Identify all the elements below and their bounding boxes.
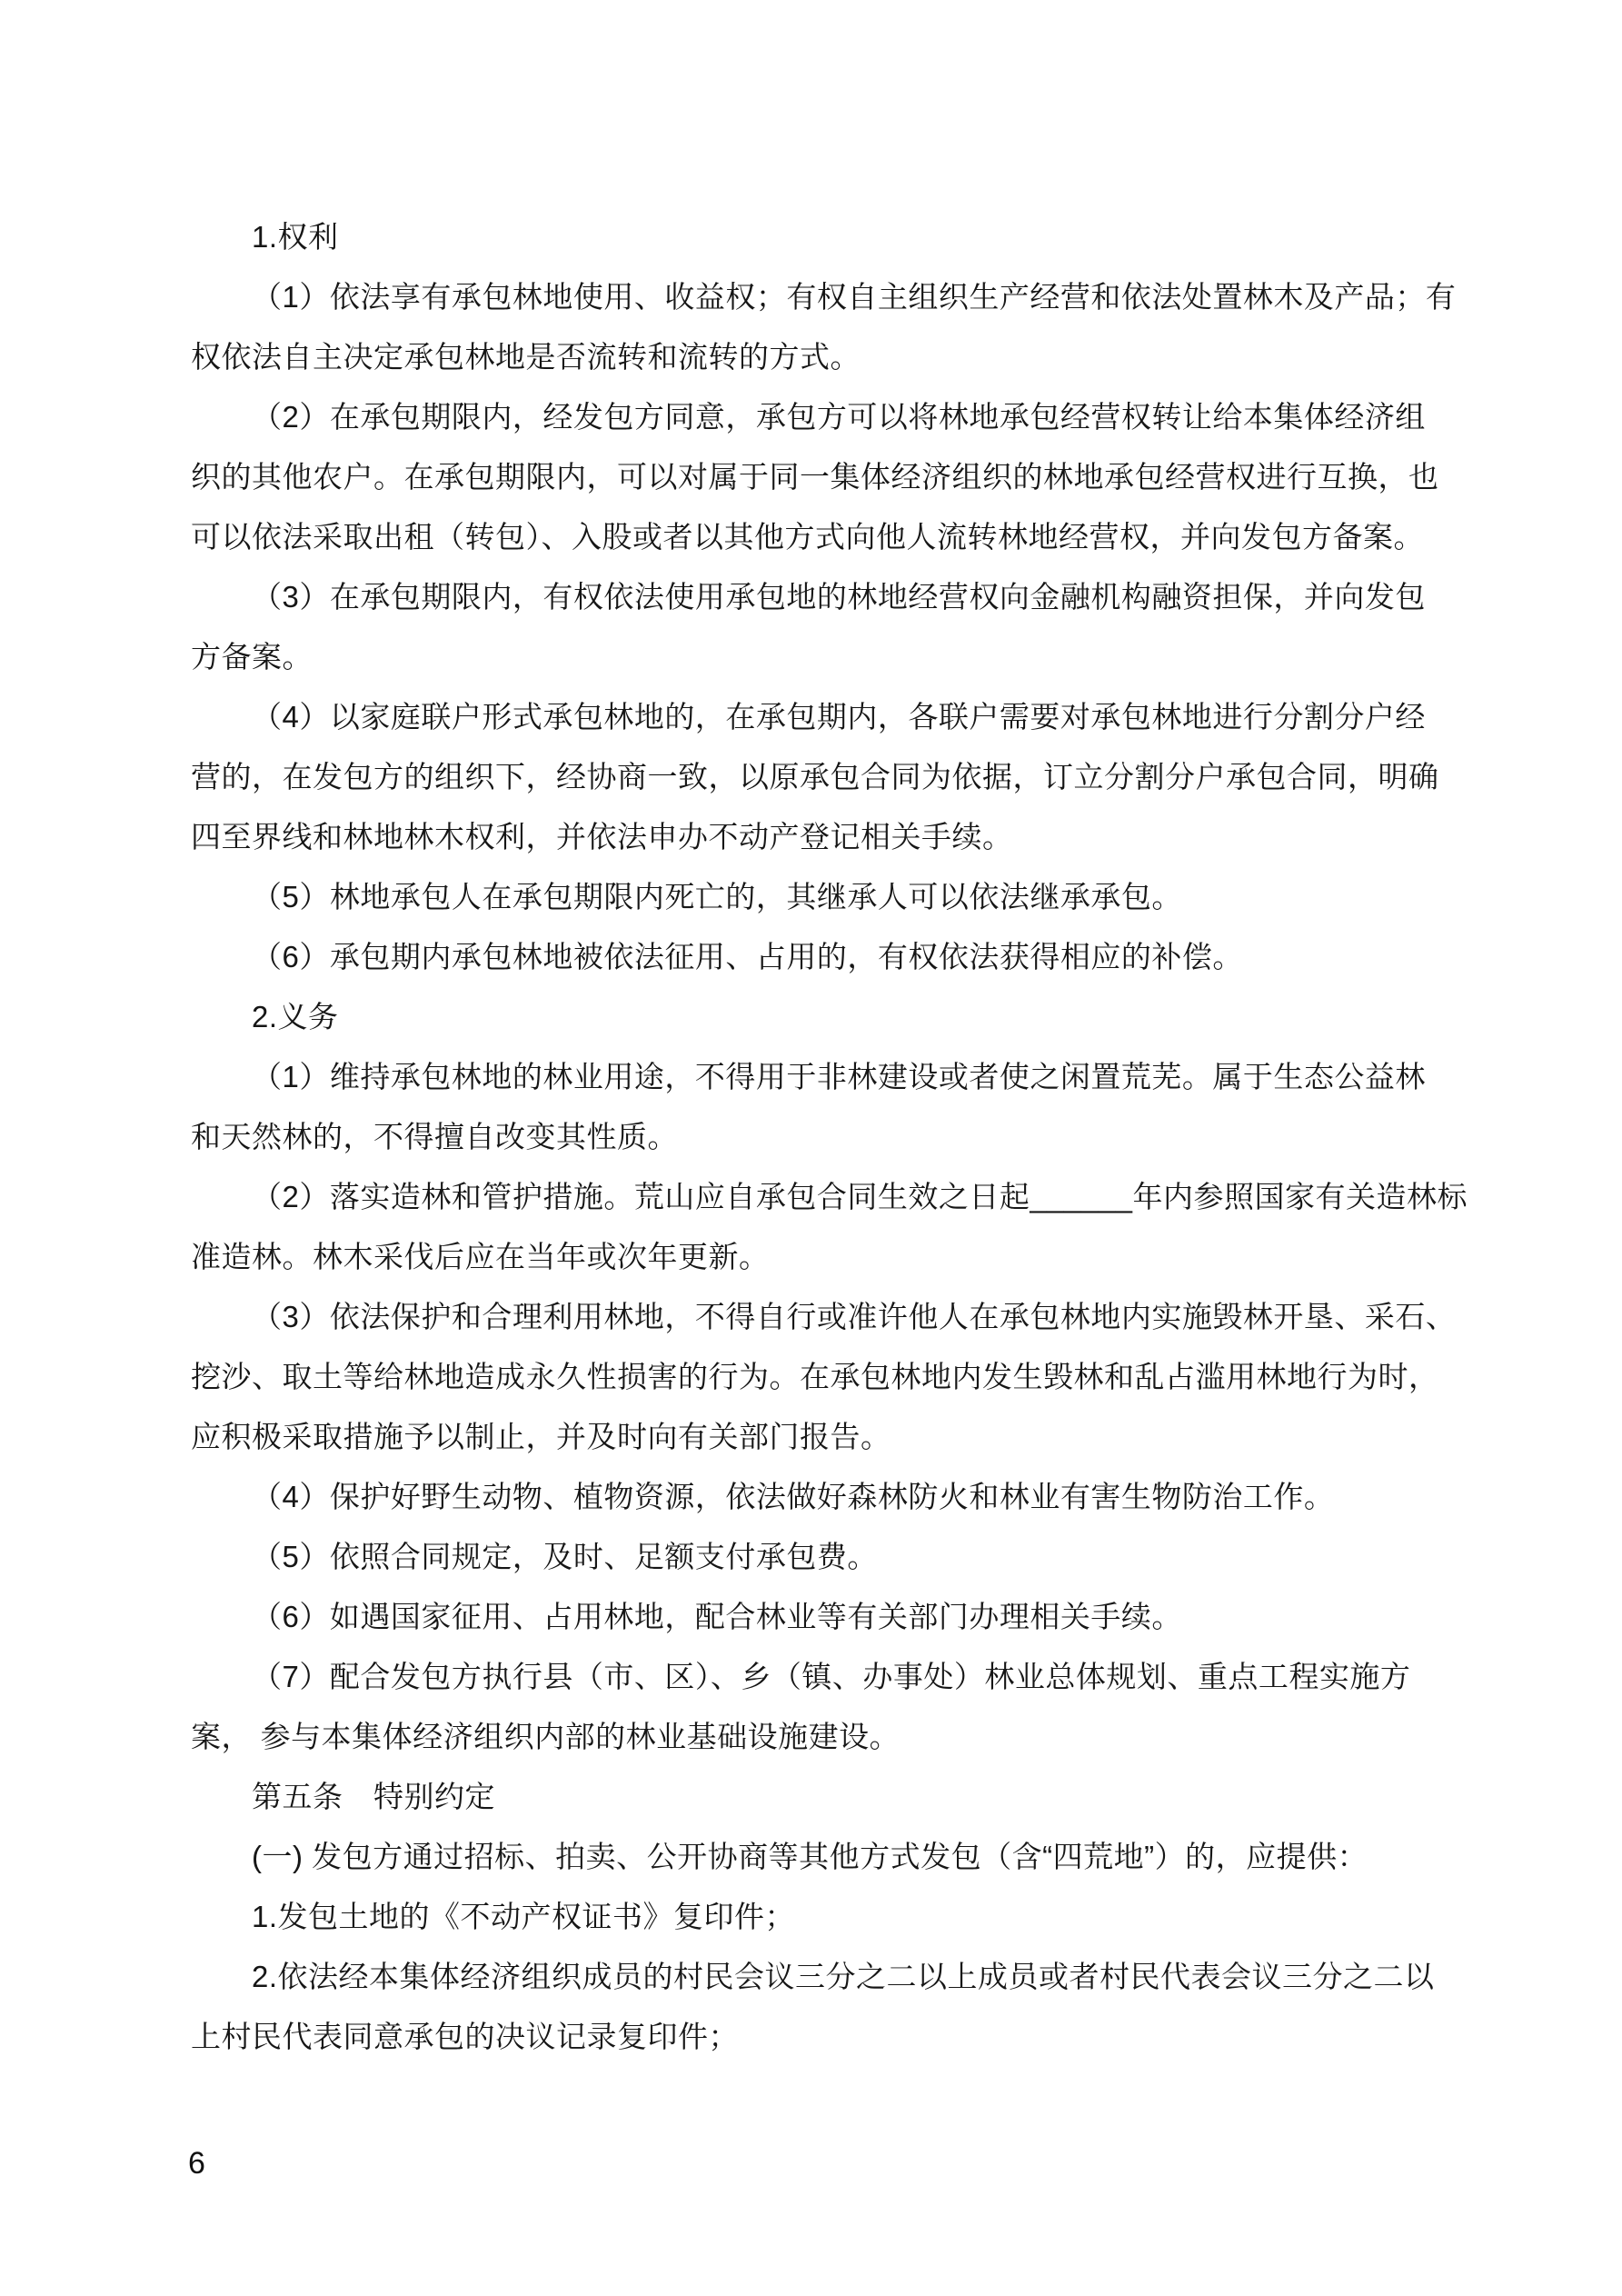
text-line: 案， 参与本集体经济组织内部的林业基础设施建设。: [191, 1720, 901, 1753]
text-line: （6）如遇国家征用、占用林地，配合林业等有关部门办理相关手续。: [252, 1600, 1182, 1633]
text-line: （4）保护好野生动物、植物资源，依法做好森林防火和林业有害生物防治工作。: [252, 1480, 1335, 1513]
text-line: 上村民代表同意承包的决议记录复印件；: [191, 2020, 739, 2053]
text-line: (一) 发包方通过招标、拍卖、公开协商等其他方式发包（含“四荒地”）的，应提供：: [252, 1840, 1368, 1873]
text-line: 权依法自主决定承包林地是否流转和流转的方式。: [191, 340, 861, 374]
text-line: 1.发包土地的《不动产权证书》复印件；: [252, 1900, 796, 1933]
text-line: 织的其他农户。在承包期限内，可以对属于同一集体经济组织的林地承包经营权进行互换，也: [191, 460, 1439, 494]
text-line: （3）在承包期限内，有权依法使用承包地的林地经营权向金融机构融资担保，并向发包: [252, 580, 1426, 614]
text-line: （2）在承包期限内，经发包方同意，承包方可以将林地承包经营权转让给本集体经济组: [252, 400, 1426, 434]
text-line: 准造林。林木采伐后应在当年或次年更新。: [191, 1240, 770, 1273]
text-line: 2.义务: [252, 1000, 339, 1033]
text-line: 方备案。: [191, 640, 313, 674]
text-line: （6）承包期内承包林地被依法征用、占用的，有权依法获得相应的补偿。: [252, 940, 1243, 973]
text-line: （5）林地承包人在承包期限内死亡的，其继承人可以依法继承承包。: [252, 880, 1182, 913]
text-line: （1）维持承包林地的林业用途，不得用于非林建设或者使之闲置荒芜。属于生态公益林: [252, 1060, 1426, 1093]
text-line: 四至界线和林地林木权利，并依法申办不动产登记相关手续。: [191, 820, 1013, 854]
text-line: 挖沙、取土等给林地造成永久性损害的行为。在承包林地内发生毁林和乱占滥用林地行为时，: [191, 1360, 1439, 1393]
text-line: （1）依法享有承包林地使用、收益权；有权自主组织生产经营和依法处置林木及产品；有: [252, 280, 1457, 314]
text-line: （2）落实造林和管护措施。荒山应自承包合同生效之日起______年内参照国家有关造林标: [252, 1180, 1468, 1213]
text-line: 可以依法采取出租（转包）、入股或者以其他方式向他人流转林地经营权，并向发包方备案。: [191, 520, 1424, 554]
text-line: 第五条 特别约定: [252, 1780, 495, 1813]
text-line: 2.依法经本集体经济组织成员的村民会议三分之二以上成员或者村民代表会议三分之二以: [252, 1960, 1435, 1993]
text-line: （3）依法保护和合理利用林地，不得自行或准许他人在承包林地内实施毁林开垦、采石、: [252, 1300, 1457, 1333]
text-line: 应积极采取措施予以制止，并及时向有关部门报告。: [191, 1420, 891, 1453]
text-line: （4）以家庭联户形式承包林地的，在承包期内，各联户需要对承包林地进行分割分户经: [252, 700, 1426, 734]
text-line: （7）配合发包方执行县（市、区）、乡（镇、办事处）林业总体规划、重点工程实施方: [252, 1660, 1411, 1693]
text-line: 和天然林的，不得擅自改变其性质。: [191, 1120, 678, 1153]
text-content: [191, 207, 1490, 2067]
text-line: （5）依照合同规定，及时、足额支付承包费。: [252, 1540, 878, 1573]
page-number: 6: [188, 2146, 205, 2181]
text-line: 营的，在发包方的组织下，经协商一致，以原承包合同为依据，订立分割分户承包合同，明确: [191, 760, 1439, 794]
text-line: 1.权利: [252, 220, 339, 254]
